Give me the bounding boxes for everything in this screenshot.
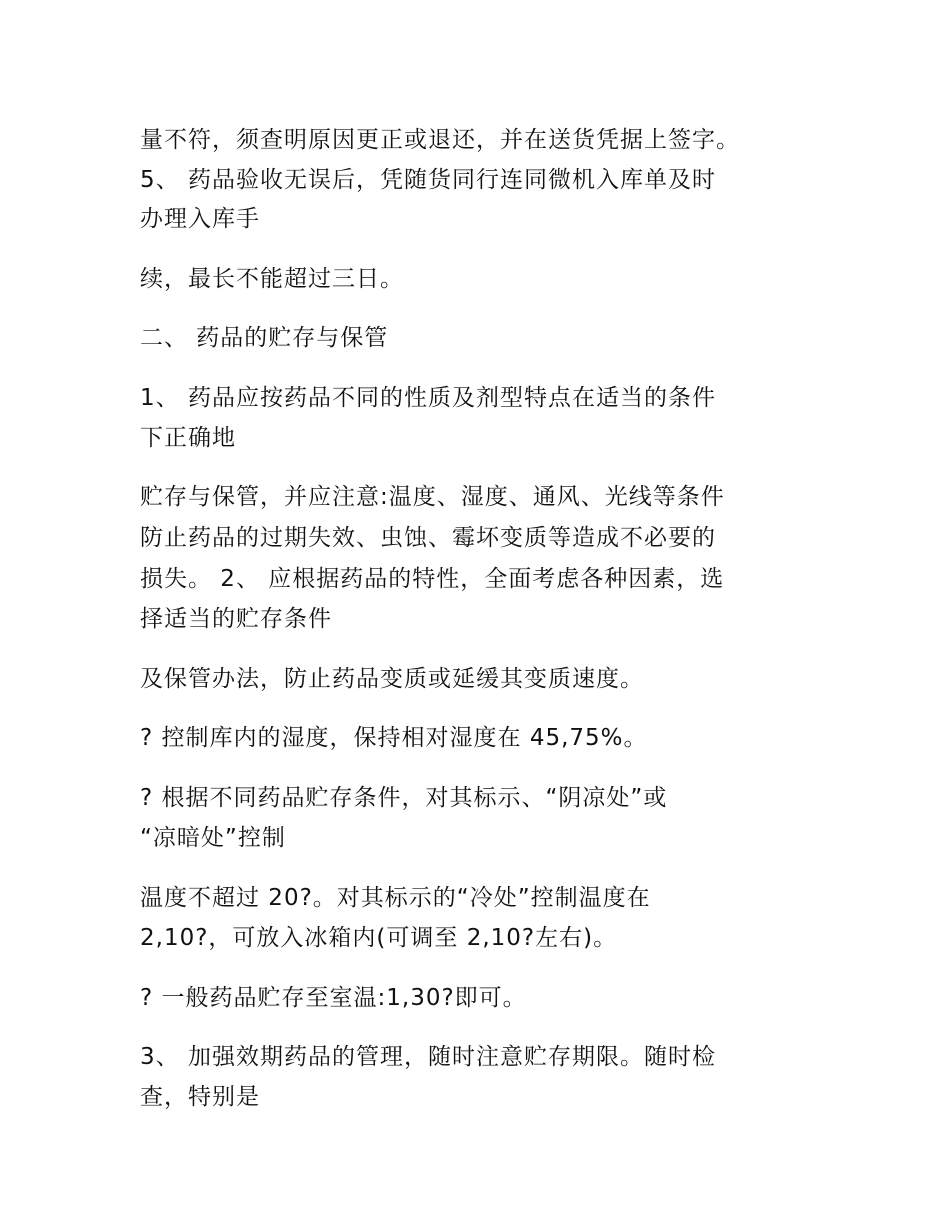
text-line: 3、 加强效期药品的管理，随时注意贮存期限。随时检 <box>140 1044 716 1070</box>
text-line: 办理入库手 <box>140 206 260 232</box>
text-line: 及保管办法，防止药品变质或延缓其变质速度。 <box>140 666 644 692</box>
text-line: 续，最长不能超过三日。 <box>140 266 404 292</box>
list-item: ? 控制库内的湿度，保持相对湿度在 45,75%。 <box>140 725 648 751</box>
text-line: 防止药品的过期失效、虫蚀、霉坏变质等造成不必要的 <box>140 525 716 551</box>
section-heading: 二、 药品的贮存与保管 <box>140 325 389 351</box>
text-line: 下正确地 <box>140 425 236 451</box>
text-line: 贮存与保管，并应注意:温度、湿度、通风、光线等条件 <box>140 484 725 510</box>
text-line: 5、 药品验收无误后，凭随货同行连同微机入库单及时 <box>140 167 716 193</box>
text-line: 查，特别是 <box>140 1084 260 1110</box>
text-line: 量不符，须查明原因更正或退还，并在送货凭据上签字。 <box>140 127 740 153</box>
text-line: 温度不超过 20?。对其标示的“冷处”控制温度在 <box>140 885 651 911</box>
text-line: 2,10?，可放入冰箱内(可调至 2,10?左右)。 <box>140 925 618 951</box>
text-line: 1、 药品应按药品不同的性质及剂型特点在适当的条件 <box>140 385 716 411</box>
text-line: 损失。 2、 应根据药品的特性，全面考虑各种因素，选 <box>140 566 725 592</box>
list-item: ? 一般药品贮存至室温:1,30?即可。 <box>140 985 527 1011</box>
list-item: ? 根据不同药品贮存条件，对其标示、“阴凉处”或 <box>140 785 668 811</box>
text-line: “凉暗处”控制 <box>140 825 286 851</box>
text-line: 择适当的贮存条件 <box>140 606 332 632</box>
